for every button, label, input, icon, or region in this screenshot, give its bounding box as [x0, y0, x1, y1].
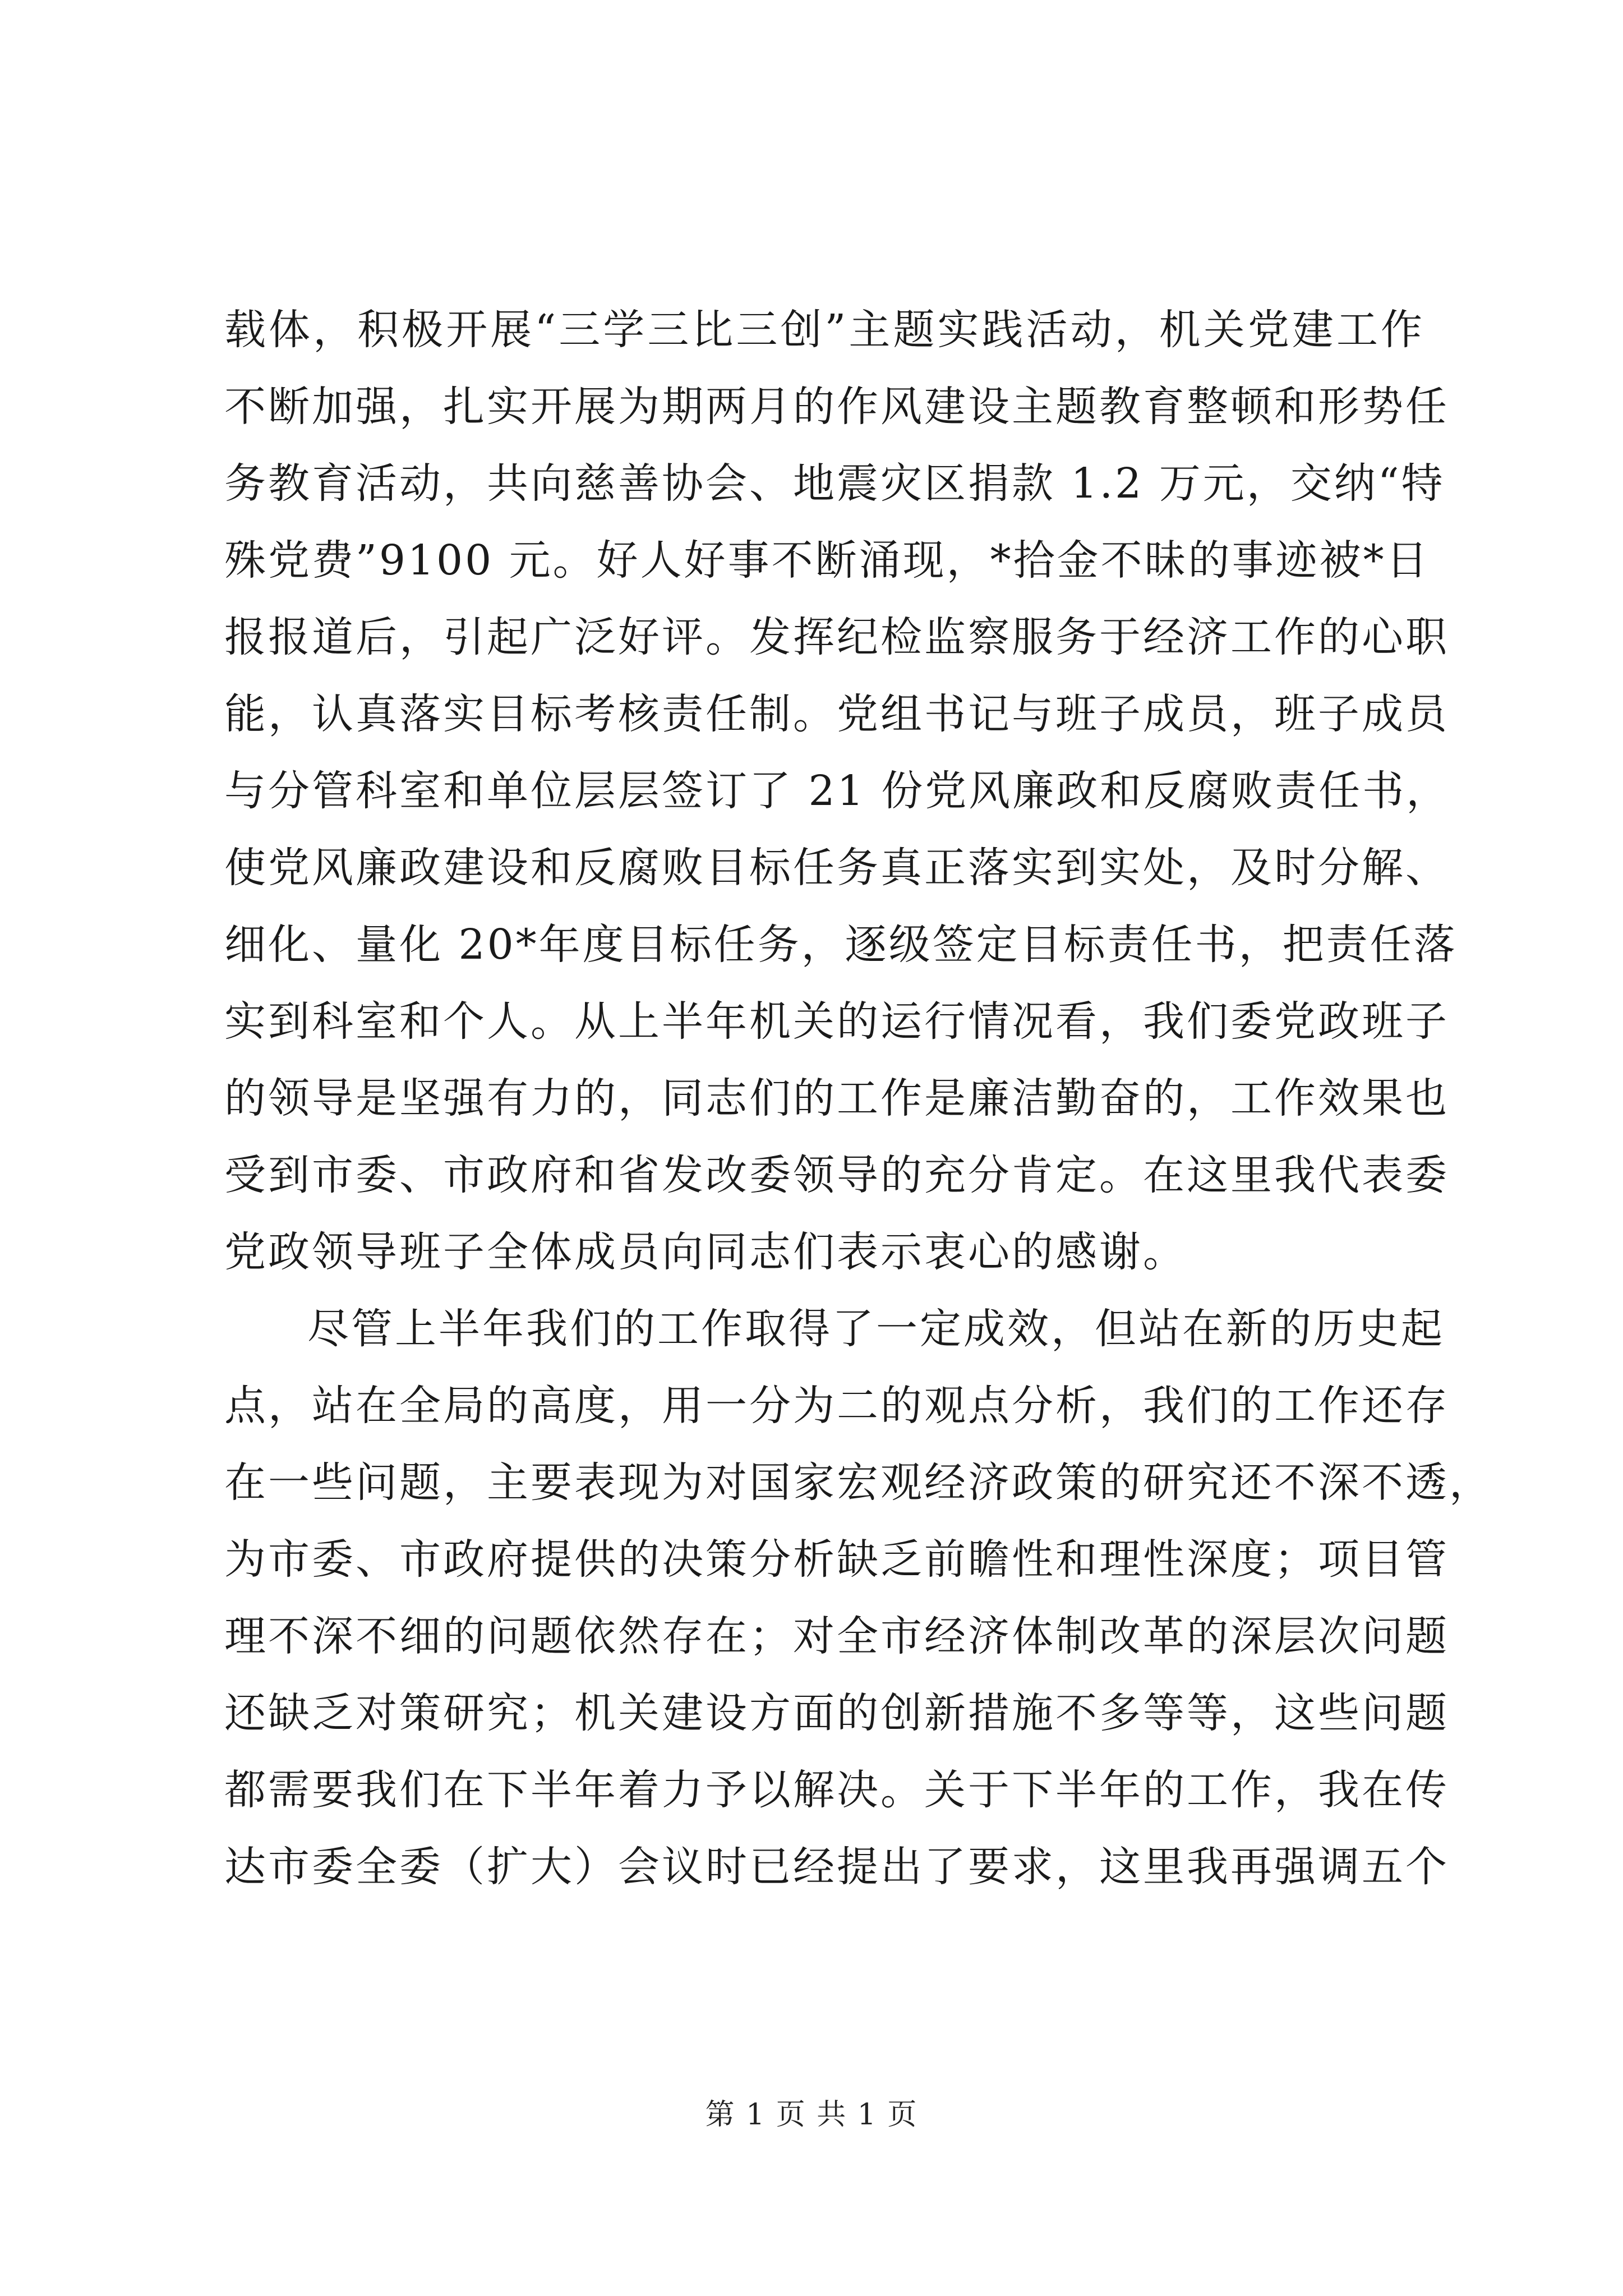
- text-line: 点，站在全局的高度，用一分为二的观点分析，我们的工作还存: [224, 1382, 1449, 1430]
- text-line: 还缺乏对策研究；机关建设方面的创新措施不多等等，这些问题: [224, 1689, 1449, 1737]
- text-line: 理不深不细的问题依然存在；对全市经济体制改革的深层次问题: [224, 1612, 1449, 1660]
- text-line: 殊党费”9100 元。好人好事不断涌现，*拾金不昧的事迹被*日: [224, 536, 1430, 585]
- text-line: 受到市委、市政府和省发改委领导的充分肯定。在这里我代表委: [224, 1151, 1449, 1199]
- text-line: 报报道后，引起广泛好评。发挥纪检监察服务于经济工作的心职: [224, 613, 1449, 661]
- text-line: 实到科室和个人。从上半年机关的运行情况看，我们委党政班子: [224, 997, 1449, 1046]
- paragraph-first-line: 尽管上半年我们的工作取得了一定成效，但站在新的历史起: [307, 1305, 1445, 1353]
- text-line: 能，认真落实目标考核责任制。党组书记与班子成员，班子成员: [224, 690, 1449, 738]
- text-line: 细化、量化 20*年度目标任务，逐级签定目标责任书，把责任落: [224, 921, 1458, 969]
- text-line: 在一些问题，主要表现为对国家宏观经济政策的研究还不深不透，: [224, 1458, 1493, 1507]
- page-number-footer: 第 1 页 共 1 页: [705, 2098, 918, 2132]
- text-line: 载体，积极开展“三学三比三创”主题实践活动，机关党建工作: [224, 306, 1424, 354]
- text-line: 的领导是坚强有力的，同志们的工作是廉洁勤奋的，工作效果也: [224, 1074, 1449, 1122]
- text-line: 务教育活动，共向慈善协会、地震灾区捐款 1.2 万元，交纳“特: [224, 459, 1445, 508]
- text-line: 党政领导班子全体成员向同志们表示衷心的感谢。: [224, 1228, 1187, 1276]
- text-line: 与分管科室和单位层层签订了 21 份党风廉政和反腐败责任书，: [224, 767, 1450, 815]
- text-line: 都需要我们在下半年着力予以解决。关于下半年的工作，我在传: [224, 1766, 1449, 1814]
- text-line: 达市委全委（扩大）会议时已经提出了要求，这里我再强调五个: [224, 1843, 1449, 1891]
- text-line: 不断加强，扎实开展为期两月的作风建设主题教育整顿和形势任: [224, 383, 1449, 431]
- text-line: 使党风廉政建设和反腐败目标任务真正落实到实处，及时分解、: [224, 844, 1449, 892]
- text-line: 为市委、市政府提供的决策分析缺乏前瞻性和理性深度；项目管: [224, 1535, 1449, 1584]
- body-text: [224, 292, 1493, 1906]
